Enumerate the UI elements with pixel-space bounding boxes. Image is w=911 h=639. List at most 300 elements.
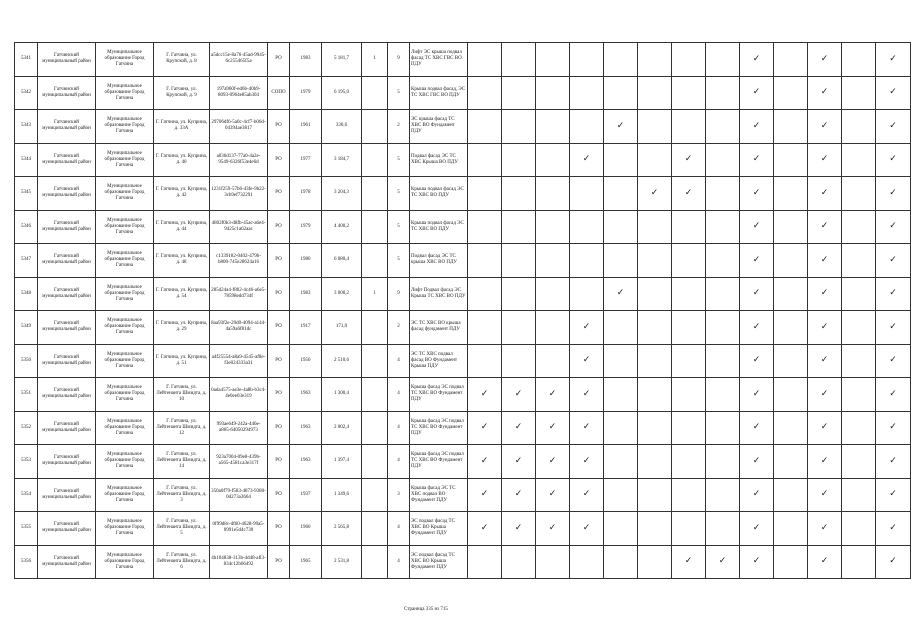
check-mark-icon: ✓ — [548, 522, 557, 533]
check-cell — [740, 143, 774, 177]
check-cell — [638, 43, 672, 77]
guid-cell: a5dcc15e-8a76-45ad-9945-6c255465f5a — [210, 43, 268, 77]
check-cell — [672, 478, 706, 512]
check-cell — [468, 210, 502, 244]
year-cell: 1965 — [290, 545, 322, 579]
check-mark-icon: ✓ — [480, 489, 489, 500]
check-cell — [502, 277, 536, 311]
check-mark-icon: ✓ — [684, 154, 693, 165]
district-cell: Гатчинский муниципальный район — [38, 378, 96, 412]
check-cell — [774, 311, 808, 345]
guid-cell: 4b104838-313b-4d48-afl3-834c12b66492 — [210, 545, 268, 579]
check-cell — [876, 311, 911, 345]
guid-cell: 197a960f-ed6b-40b9-8093-0964e85ab304 — [210, 76, 268, 110]
check-cell — [638, 311, 672, 345]
check-cell — [468, 110, 502, 144]
check-mark-icon: ✓ — [889, 489, 897, 500]
check-cell — [740, 244, 774, 278]
check-cell — [502, 545, 536, 579]
check-mark-icon: ✓ — [889, 288, 897, 299]
check-mark-icon: ✓ — [616, 120, 625, 131]
check-cell — [876, 177, 911, 211]
check-cell — [604, 378, 638, 412]
guid-cell: 993ae649-242a-446e-a865-64050294973 — [210, 411, 268, 445]
check-cell — [570, 76, 604, 110]
check-mark-icon: ✓ — [752, 288, 761, 299]
guid-cell: 29706df6-5a0c-4cf7-b06d-04394ae3817 — [210, 110, 268, 144]
lifts-cell — [362, 545, 388, 579]
check-mark-icon: ✓ — [820, 489, 829, 500]
check-cell — [774, 478, 808, 512]
check-cell — [774, 244, 808, 278]
check-cell — [808, 344, 842, 378]
check-cell — [774, 110, 808, 144]
check-cell — [536, 311, 570, 345]
year-cell: 1978 — [290, 177, 322, 211]
check-mark-icon: ✓ — [752, 254, 761, 265]
district-cell: Гатчинский муниципальный район — [38, 411, 96, 445]
check-cell — [774, 277, 808, 311]
management-type-cell: РО — [268, 445, 290, 479]
check-cell — [536, 344, 570, 378]
district-cell: Гатчинский муниципальный район — [38, 143, 96, 177]
management-type-cell: РО — [268, 110, 290, 144]
check-mark-icon: ✓ — [889, 388, 897, 399]
floors-cell: 2 — [388, 110, 410, 144]
area-cell: 1 349,6 — [322, 478, 362, 512]
check-cell — [706, 344, 740, 378]
municipality-cell: Муниципальное образование Город Гатчина — [96, 210, 154, 244]
check-cell — [706, 512, 740, 546]
address-cell: Г. Гатчина, ул. Лейтенанта Шмидта, д. 3 — [154, 478, 210, 512]
floors-cell: 9 — [388, 43, 410, 77]
check-mark-icon: ✓ — [752, 154, 761, 165]
check-mark-icon: ✓ — [752, 321, 761, 332]
floors-cell: 5 — [388, 177, 410, 211]
check-cell — [638, 378, 672, 412]
check-cell — [570, 445, 604, 479]
check-cell — [570, 512, 604, 546]
year-cell: 1979 — [290, 76, 322, 110]
check-mark-icon: ✓ — [752, 422, 761, 433]
check-mark-icon: ✓ — [650, 187, 659, 198]
check-cell — [604, 143, 638, 177]
check-cell — [468, 76, 502, 110]
year-cell: 1963 — [290, 445, 322, 479]
check-cell — [502, 478, 536, 512]
management-type-cell: РО — [268, 512, 290, 546]
check-cell — [876, 478, 911, 512]
check-cell — [706, 478, 740, 512]
check-cell — [638, 210, 672, 244]
address-cell: Г. Гатчина, ул. Лейтенанта Шмидта, д. 10 — [154, 378, 210, 412]
check-cell — [706, 378, 740, 412]
lifts-cell — [362, 177, 388, 211]
check-cell — [604, 512, 638, 546]
check-mark-icon: ✓ — [820, 221, 829, 232]
check-cell — [706, 177, 740, 211]
lifts-cell — [362, 512, 388, 546]
check-mark-icon: ✓ — [820, 422, 829, 433]
check-cell — [808, 110, 842, 144]
check-cell — [604, 177, 638, 211]
check-cell — [672, 143, 706, 177]
area-cell: 1 300,4 — [322, 378, 362, 412]
address-cell: Г. Гатчина, ул. Крупской, д. 8 — [154, 43, 210, 77]
guid-cell: c1339182-0402-479b-b800-745e28624a16 — [210, 244, 268, 278]
check-cell — [502, 210, 536, 244]
check-cell — [536, 478, 570, 512]
check-cell — [808, 244, 842, 278]
check-mark-icon: ✓ — [480, 455, 489, 466]
address-cell: Г. Гатчина, ул. Крупской, д. 9 — [154, 76, 210, 110]
table-row — [15, 545, 911, 579]
floors-cell: 5 — [388, 210, 410, 244]
check-cell — [468, 244, 502, 278]
check-cell — [842, 344, 876, 378]
check-mark-icon: ✓ — [684, 556, 693, 567]
check-mark-icon: ✓ — [889, 254, 897, 265]
district-cell: Гатчинский муниципальный район — [38, 311, 96, 345]
works-cell: Подвал фасад ЭС ТС крыша ХВС ВО ПДУ — [410, 244, 468, 278]
check-cell — [604, 344, 638, 378]
check-mark-icon: ✓ — [514, 522, 523, 533]
check-cell — [672, 411, 706, 445]
check-cell — [502, 378, 536, 412]
check-cell — [808, 43, 842, 77]
check-mark-icon: ✓ — [889, 154, 897, 165]
municipality-cell: Муниципальное образование Город Гатчина — [96, 43, 154, 77]
check-cell — [842, 311, 876, 345]
lifts-cell — [362, 210, 388, 244]
check-cell — [536, 210, 570, 244]
row-number: 5355 — [15, 512, 38, 546]
year-cell: 1983 — [290, 43, 322, 77]
check-cell — [468, 143, 502, 177]
management-type-cell: РО — [268, 143, 290, 177]
address-cell: Г. Гатчина, ул. Куприна, д. 29 — [154, 311, 210, 345]
check-cell — [740, 177, 774, 211]
check-cell — [536, 277, 570, 311]
check-cell — [604, 43, 638, 77]
works-cell: ЭС подвал фасад ТС ХВС ВО Крыша Фундамент ПДУ — [410, 545, 468, 579]
check-mark-icon: ✓ — [514, 455, 523, 466]
check-cell — [672, 110, 706, 144]
check-cell — [808, 76, 842, 110]
year-cell: 1960 — [290, 512, 322, 546]
check-cell — [672, 545, 706, 579]
check-cell — [706, 311, 740, 345]
check-cell — [604, 478, 638, 512]
check-cell — [570, 311, 604, 345]
year-cell: 1937 — [290, 478, 322, 512]
check-cell — [842, 76, 876, 110]
check-mark-icon: ✓ — [514, 422, 523, 433]
lifts-cell — [362, 143, 388, 177]
check-cell — [842, 210, 876, 244]
check-mark-icon: ✓ — [514, 388, 523, 399]
address-cell: Г. Гатчина, ул. Лейтенанта Шмидта, д. 5 — [154, 512, 210, 546]
check-cell — [842, 110, 876, 144]
check-cell — [740, 378, 774, 412]
check-cell — [740, 411, 774, 445]
guid-cell: 923a7004-09e8-439b-a565-4581ca3e317f — [210, 445, 268, 479]
check-cell — [536, 378, 570, 412]
municipality-cell: Муниципальное образование Город Гатчина — [96, 378, 154, 412]
check-cell — [808, 478, 842, 512]
district-cell: Гатчинский муниципальный район — [38, 344, 96, 378]
check-cell — [536, 110, 570, 144]
check-cell — [638, 143, 672, 177]
works-cell: ЭС ТС ХВС ВО крыша фасад фундамент ПДУ — [410, 311, 468, 345]
year-cell: 1950 — [290, 344, 322, 378]
check-cell — [740, 545, 774, 579]
check-mark-icon: ✓ — [820, 53, 829, 64]
check-mark-icon: ✓ — [889, 120, 897, 131]
table-row — [15, 244, 911, 278]
check-cell — [502, 110, 536, 144]
district-cell: Гатчинский муниципальный район — [38, 43, 96, 77]
works-cell: ЭС крыша фасад ТС ХВС ВО Фундамент ПДУ — [410, 110, 468, 144]
table-row — [15, 210, 911, 244]
check-cell — [604, 411, 638, 445]
check-mark-icon: ✓ — [820, 254, 829, 265]
check-mark-icon: ✓ — [480, 422, 489, 433]
table-row — [15, 478, 911, 512]
management-type-cell: РО — [268, 344, 290, 378]
check-cell — [876, 378, 911, 412]
check-cell — [502, 344, 536, 378]
address-cell: Г. Гатчина, ул. Куприна, д. 40 — [154, 143, 210, 177]
check-cell — [468, 277, 502, 311]
check-cell — [774, 445, 808, 479]
check-cell — [638, 277, 672, 311]
municipality-cell: Муниципальное образование Город Гатчина — [96, 411, 154, 445]
check-cell — [706, 110, 740, 144]
municipality-cell: Муниципальное образование Город Гатчина — [96, 76, 154, 110]
check-cell — [536, 545, 570, 579]
municipality-cell: Муниципальное образование Город Гатчина — [96, 143, 154, 177]
check-cell — [808, 378, 842, 412]
check-cell — [774, 76, 808, 110]
check-cell — [740, 43, 774, 77]
guid-cell: 0ada4575-ae3e-4a8b-b3c4-4e0ee03e319 — [210, 378, 268, 412]
check-cell — [604, 76, 638, 110]
check-cell — [740, 76, 774, 110]
check-cell — [638, 344, 672, 378]
check-cell — [468, 478, 502, 512]
address-cell: Г. Гатчина, ул. Куприна, д. 44 — [154, 210, 210, 244]
check-cell — [638, 177, 672, 211]
lifts-cell: 1 — [362, 277, 388, 311]
check-cell — [706, 411, 740, 445]
check-cell — [672, 244, 706, 278]
check-cell — [808, 277, 842, 311]
check-mark-icon: ✓ — [752, 489, 761, 500]
area-cell: 330,6 — [322, 110, 362, 144]
row-number: 5352 — [15, 411, 38, 445]
check-cell — [808, 545, 842, 579]
check-cell — [706, 76, 740, 110]
check-mark-icon: ✓ — [582, 154, 591, 165]
check-cell — [672, 344, 706, 378]
address-cell: Г. Гатчина, ул. Куприна, д. 42 — [154, 177, 210, 211]
check-cell — [876, 411, 911, 445]
area-cell: 6 080,4 — [322, 244, 362, 278]
guid-cell: 8aa93f2e-29d0-4094-a144-4a59a6f81dc — [210, 311, 268, 345]
check-mark-icon: ✓ — [752, 187, 761, 198]
check-cell — [604, 311, 638, 345]
check-mark-icon: ✓ — [582, 489, 591, 500]
row-number: 5351 — [15, 378, 38, 412]
check-cell — [774, 411, 808, 445]
check-cell — [774, 43, 808, 77]
floors-cell: 4 — [388, 378, 410, 412]
row-number: 5353 — [15, 445, 38, 479]
check-mark-icon: ✓ — [752, 522, 761, 533]
check-cell — [604, 244, 638, 278]
check-cell — [468, 512, 502, 546]
floors-cell: 5 — [388, 244, 410, 278]
district-cell: Гатчинский муниципальный район — [38, 244, 96, 278]
works-cell: Крыша подвал фасад ЭС ТС ХВС ВО ПДУ — [410, 177, 468, 211]
check-cell — [570, 177, 604, 211]
floors-cell: 4 — [388, 411, 410, 445]
lifts-cell — [362, 110, 388, 144]
check-cell — [842, 378, 876, 412]
check-cell — [502, 143, 536, 177]
row-number: 5356 — [15, 545, 38, 579]
check-mark-icon: ✓ — [582, 522, 591, 533]
check-cell — [842, 277, 876, 311]
address-cell: Г. Гатчина, ул. Куприна, д. 51 — [154, 344, 210, 378]
check-cell — [536, 143, 570, 177]
check-cell — [570, 478, 604, 512]
check-mark-icon: ✓ — [889, 556, 897, 567]
row-number: 5346 — [15, 210, 38, 244]
check-cell — [672, 210, 706, 244]
lifts-cell — [362, 311, 388, 345]
check-cell — [808, 177, 842, 211]
check-cell — [502, 244, 536, 278]
check-cell — [570, 210, 604, 244]
check-cell — [604, 277, 638, 311]
check-mark-icon: ✓ — [752, 355, 761, 366]
check-cell — [502, 512, 536, 546]
check-mark-icon: ✓ — [718, 556, 727, 567]
register-table — [14, 42, 911, 579]
check-mark-icon: ✓ — [820, 355, 829, 366]
address-cell: Г. Гатчина, ул. Лейтенанта Шмидта, д. 12 — [154, 411, 210, 445]
row-number: 5341 — [15, 43, 38, 77]
district-cell: Гатчинский муниципальный район — [38, 110, 96, 144]
check-cell — [536, 411, 570, 445]
check-cell — [536, 43, 570, 77]
district-cell: Гатчинский муниципальный район — [38, 545, 96, 579]
row-number: 5350 — [15, 344, 38, 378]
table-row — [15, 143, 911, 177]
check-cell — [468, 344, 502, 378]
address-cell: Г. Гатчина, ул. Куприна, д. 33А — [154, 110, 210, 144]
management-type-cell: РО — [268, 177, 290, 211]
check-mark-icon: ✓ — [582, 355, 591, 366]
check-cell — [536, 445, 570, 479]
management-type-cell: РО — [268, 210, 290, 244]
check-mark-icon: ✓ — [582, 455, 591, 466]
check-cell — [842, 512, 876, 546]
address-cell: Г. Гатчина, ул. Куприна, д. 48 — [154, 244, 210, 278]
check-cell — [740, 277, 774, 311]
year-cell: 1963 — [290, 378, 322, 412]
check-cell — [536, 76, 570, 110]
check-mark-icon: ✓ — [480, 388, 489, 399]
floors-cell: 5 — [388, 143, 410, 177]
check-cell — [706, 244, 740, 278]
check-cell — [570, 378, 604, 412]
check-cell — [876, 512, 911, 546]
guid-cell: 285d24a4-f802-4c46-a6e5-78598edd734f — [210, 277, 268, 311]
guid-cell: a036d137-77a0-4a2e-9549-6326f53e4e6d — [210, 143, 268, 177]
floors-cell: 4 — [388, 545, 410, 579]
check-cell — [570, 344, 604, 378]
management-type-cell: РО — [268, 545, 290, 579]
works-cell: Крыша фасад ЭС подвал ТС ХВС ВО Фундамент ПДУ — [410, 411, 468, 445]
row-number: 5347 — [15, 244, 38, 278]
check-cell — [740, 210, 774, 244]
check-cell — [706, 277, 740, 311]
year-cell: 1917 — [290, 311, 322, 345]
check-mark-icon: ✓ — [616, 288, 625, 299]
check-cell — [774, 512, 808, 546]
management-type-cell: РО — [268, 411, 290, 445]
table-row — [15, 445, 911, 479]
check-mark-icon: ✓ — [582, 321, 591, 332]
area-cell: 3 184,7 — [322, 143, 362, 177]
address-cell: Г. Гатчина, ул. Лейтенанта Шмидта, д. 6 — [154, 545, 210, 579]
check-cell — [672, 76, 706, 110]
check-cell — [570, 277, 604, 311]
municipality-cell: Муниципальное образование Город Гатчина — [96, 110, 154, 144]
check-mark-icon: ✓ — [582, 388, 591, 399]
row-number: 5342 — [15, 76, 38, 110]
district-cell: Гатчинский муниципальный район — [38, 512, 96, 546]
municipality-cell: Муниципальное образование Город Гатчина — [96, 344, 154, 378]
check-mark-icon: ✓ — [752, 221, 761, 232]
check-cell — [638, 445, 672, 479]
guid-cell: 1231f259-57b6-43fe-9b22-3cb9ef732291 — [210, 177, 268, 211]
works-cell: ЭС ТС ХВС подвал фасад ВО Фундамент Крыша ПДУ — [410, 344, 468, 378]
municipality-cell: Муниципальное образование Город Гатчина — [96, 545, 154, 579]
row-number: 5343 — [15, 110, 38, 144]
check-cell — [672, 311, 706, 345]
works-cell: Крыша подвал фасад ЭС ТС ХВС ВО ПДУ — [410, 210, 468, 244]
area-cell: 3 204,3 — [322, 177, 362, 211]
check-cell — [876, 110, 911, 144]
check-cell — [740, 445, 774, 479]
row-number: 5354 — [15, 478, 38, 512]
check-cell — [706, 43, 740, 77]
works-cell: Лифт ЭС крыша подвал фасад ТС ХВС ГВС ВО ПДУ — [410, 43, 468, 77]
check-cell — [672, 378, 706, 412]
municipality-cell: Муниципальное образование Город Гатчина — [96, 311, 154, 345]
works-cell: Крыша подвал фасад, ЭС ТС ХВС ГВС ВО ПДУ — [410, 76, 468, 110]
check-cell — [774, 177, 808, 211]
check-mark-icon: ✓ — [752, 120, 761, 131]
check-mark-icon: ✓ — [548, 422, 557, 433]
check-mark-icon: ✓ — [752, 87, 761, 98]
lifts-cell — [362, 76, 388, 110]
check-cell — [808, 445, 842, 479]
